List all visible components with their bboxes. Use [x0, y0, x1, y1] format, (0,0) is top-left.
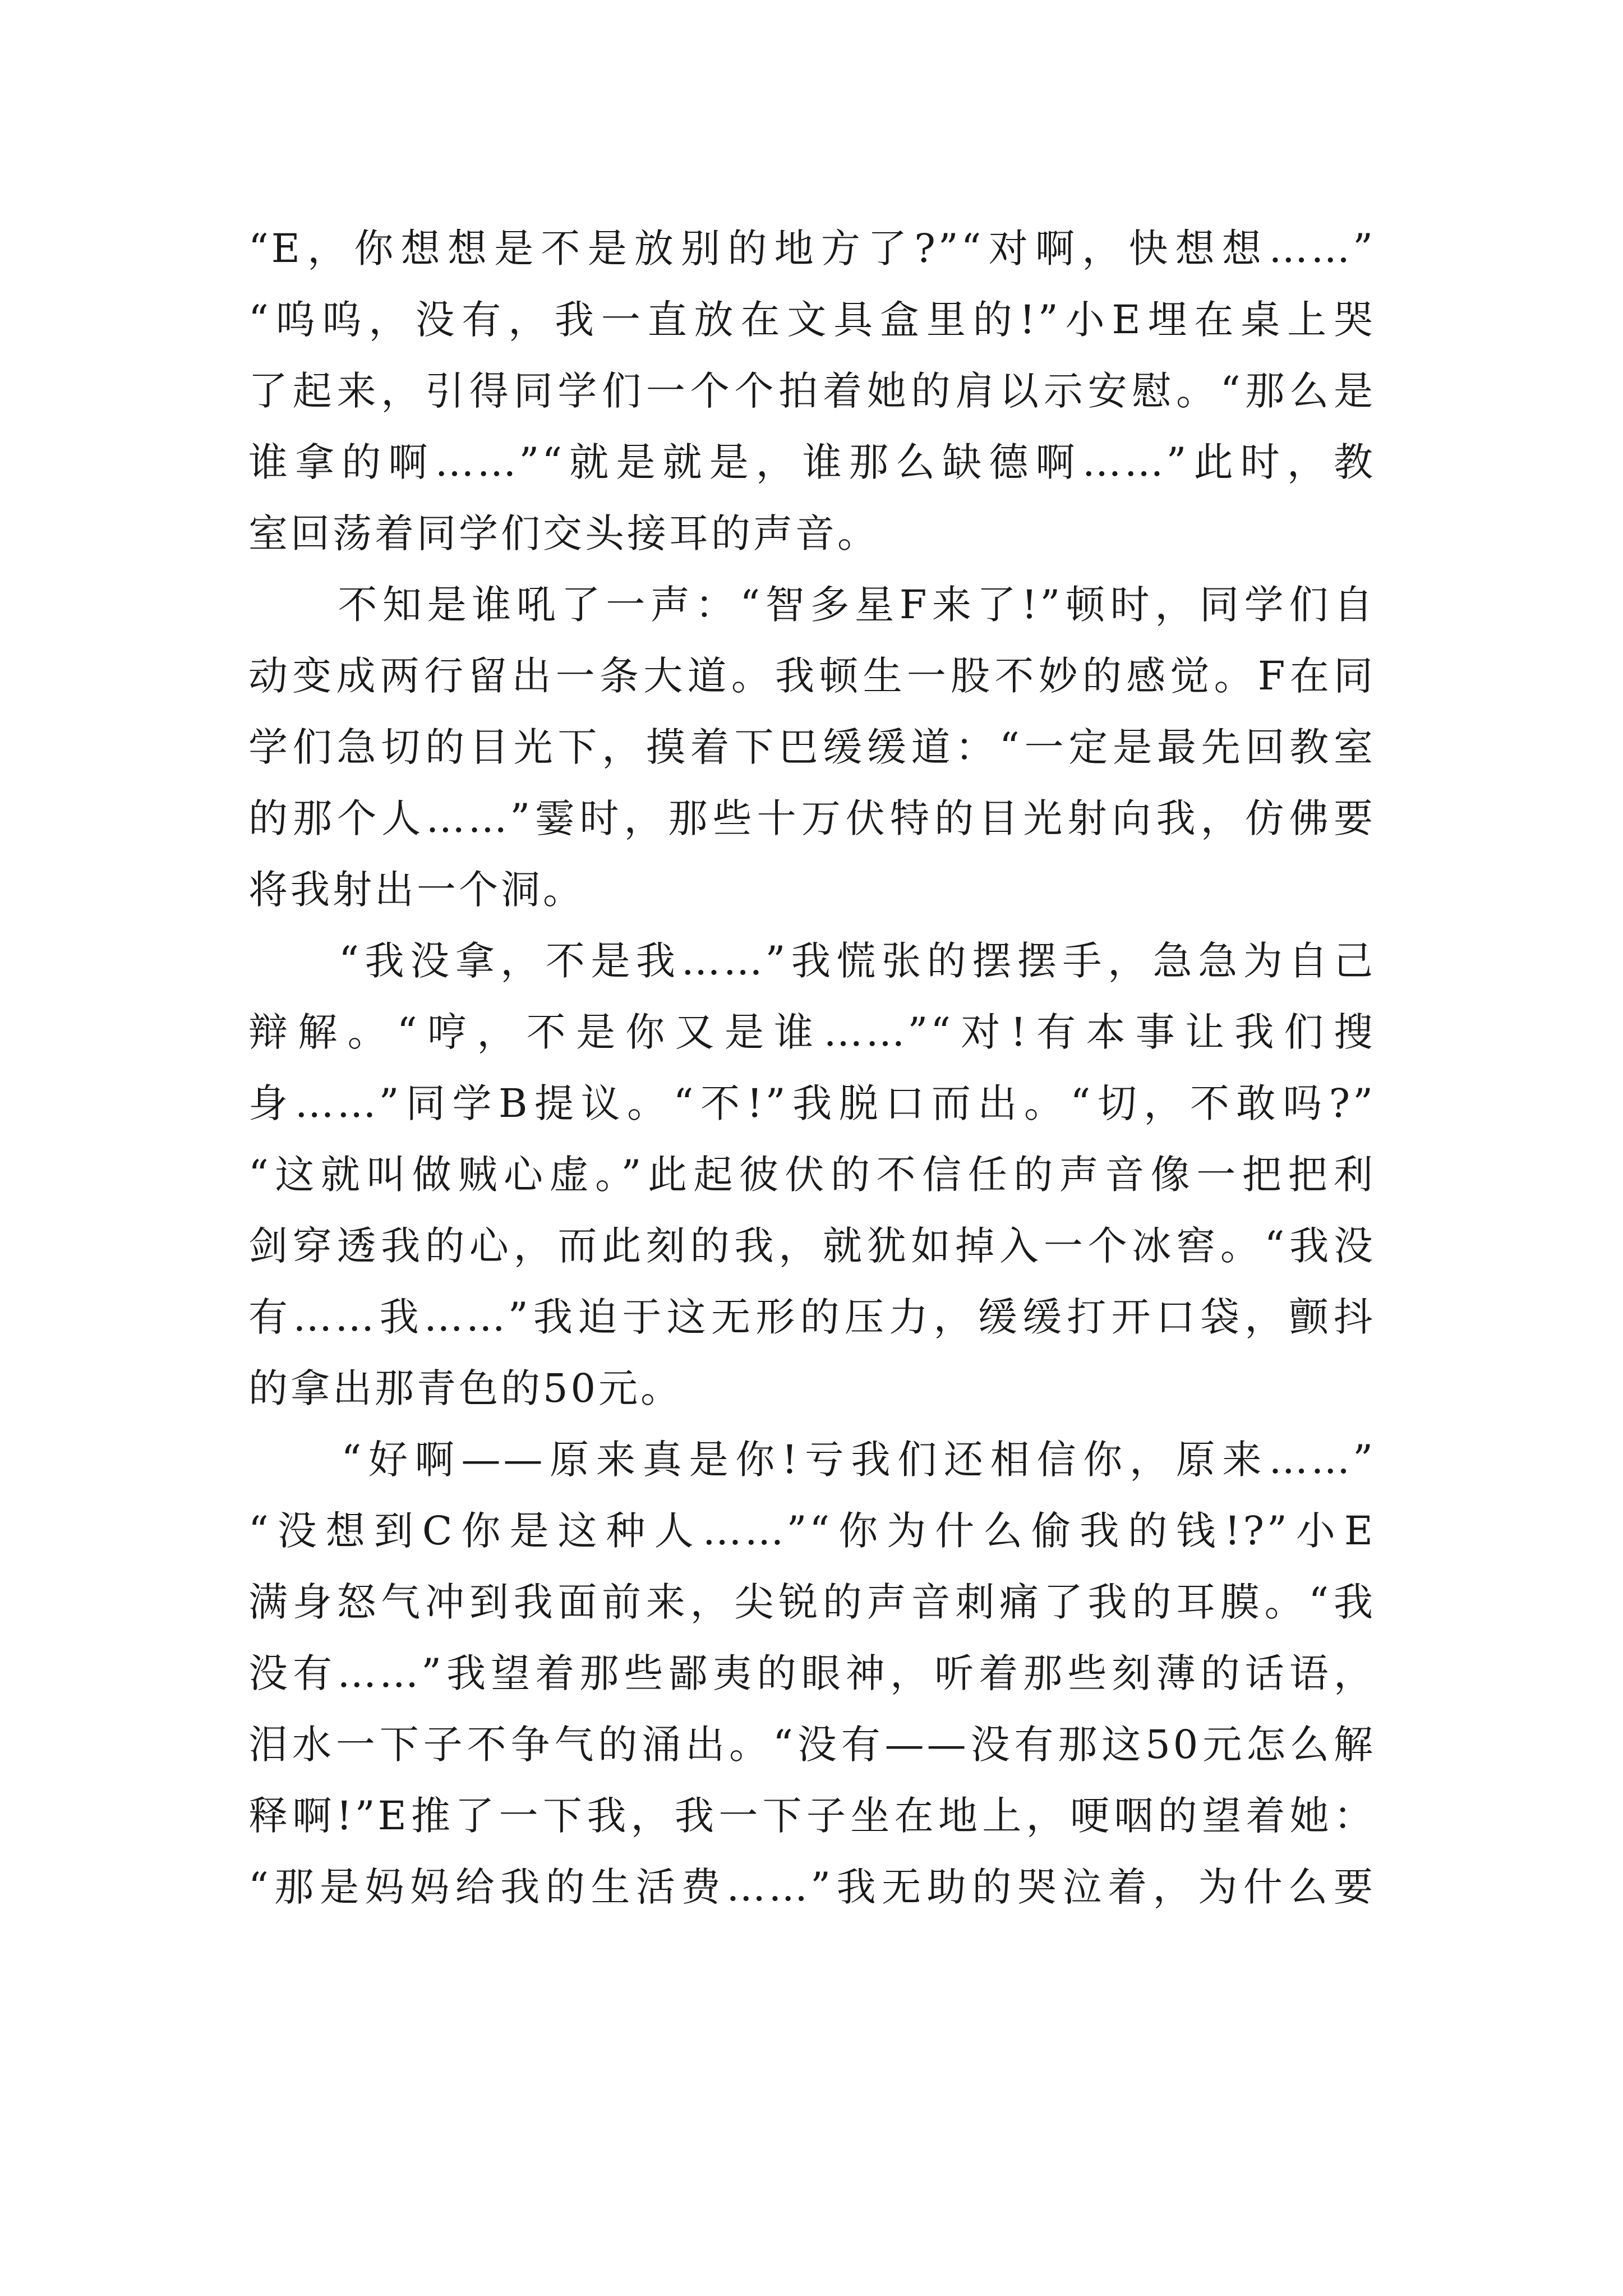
text-line: 了起来，引得同学们一个个拍着她的肩以示安慰。“那么是	[248, 368, 1376, 414]
text-line: “那是妈妈给我的生活费……”我无助的哭泣着，为什么要	[248, 1864, 1376, 1910]
text-line: 将我射出一个洞。	[248, 867, 585, 913]
text-line: “E，你想想是不是放别的地方了?”“对啊，快想想……”	[248, 226, 1376, 272]
text-line: “这就叫做贼心虚。”此起彼伏的不信任的声音像一把把利	[248, 1152, 1376, 1198]
text-line: 不知是谁吼了一声：“智多星F来了!”顿时，同学们自	[248, 582, 1376, 628]
text-line: 释啊!”E推了一下我，我一下子坐在地上，哽咽的望着她：	[248, 1793, 1376, 1839]
text-line: 辩解。“哼，不是你又是谁……”“对!有本事让我们搜	[248, 1009, 1376, 1055]
text-line: 身……”同学B提议。“不!”我脱口而出。“切，不敢吗?”	[248, 1080, 1376, 1126]
text-line: 的那个人……”霎时，那些十万伏特的目光射向我，仿佛要	[248, 795, 1376, 841]
text-line: 动变成两行留出一条大道。我顿生一股不妙的感觉。F在同	[248, 653, 1376, 699]
text-line: 的拿出那青色的50元。	[248, 1365, 683, 1411]
text-line: “呜呜，没有，我一直放在文具盒里的!”小E埋在桌上哭	[248, 297, 1376, 343]
text-line: 没有……”我望着那些鄙夷的眼神，听着那些刻薄的话语，	[248, 1650, 1376, 1696]
text-line: “我没拿，不是我……”我慌张的摆摆手，急急为自己	[248, 938, 1376, 984]
text-line: 室回荡着同学们交头接耳的声音。	[248, 510, 879, 556]
text-line: 谁拿的啊……”“就是就是，谁那么缺德啊……”此时，教	[248, 439, 1376, 485]
text-line: 泪水一下子不争气的涌出。“没有——没有那这50元怎么解	[248, 1722, 1376, 1768]
text-line: 学们急切的目光下，摸着下巴缓缓道：“一定是最先回教室	[248, 724, 1376, 770]
text-line: “没想到C你是这种人……”“你为什么偷我的钱!?”小E	[248, 1508, 1376, 1554]
text-line: “好啊——原来真是你!亏我们还相信你，原来……”	[248, 1437, 1376, 1483]
text-line: 满身怒气冲到我面前来，尖锐的声音刺痛了我的耳膜。“我	[248, 1579, 1376, 1625]
text-line: 剑穿透我的心，而此刻的我，就犹如掉入一个冰窖。“我没	[248, 1223, 1376, 1269]
body-text	[248, 213, 1376, 1923]
text-line: 有……我……”我迫于这无形的压力，缓缓打开口袋，颤抖	[248, 1294, 1376, 1340]
